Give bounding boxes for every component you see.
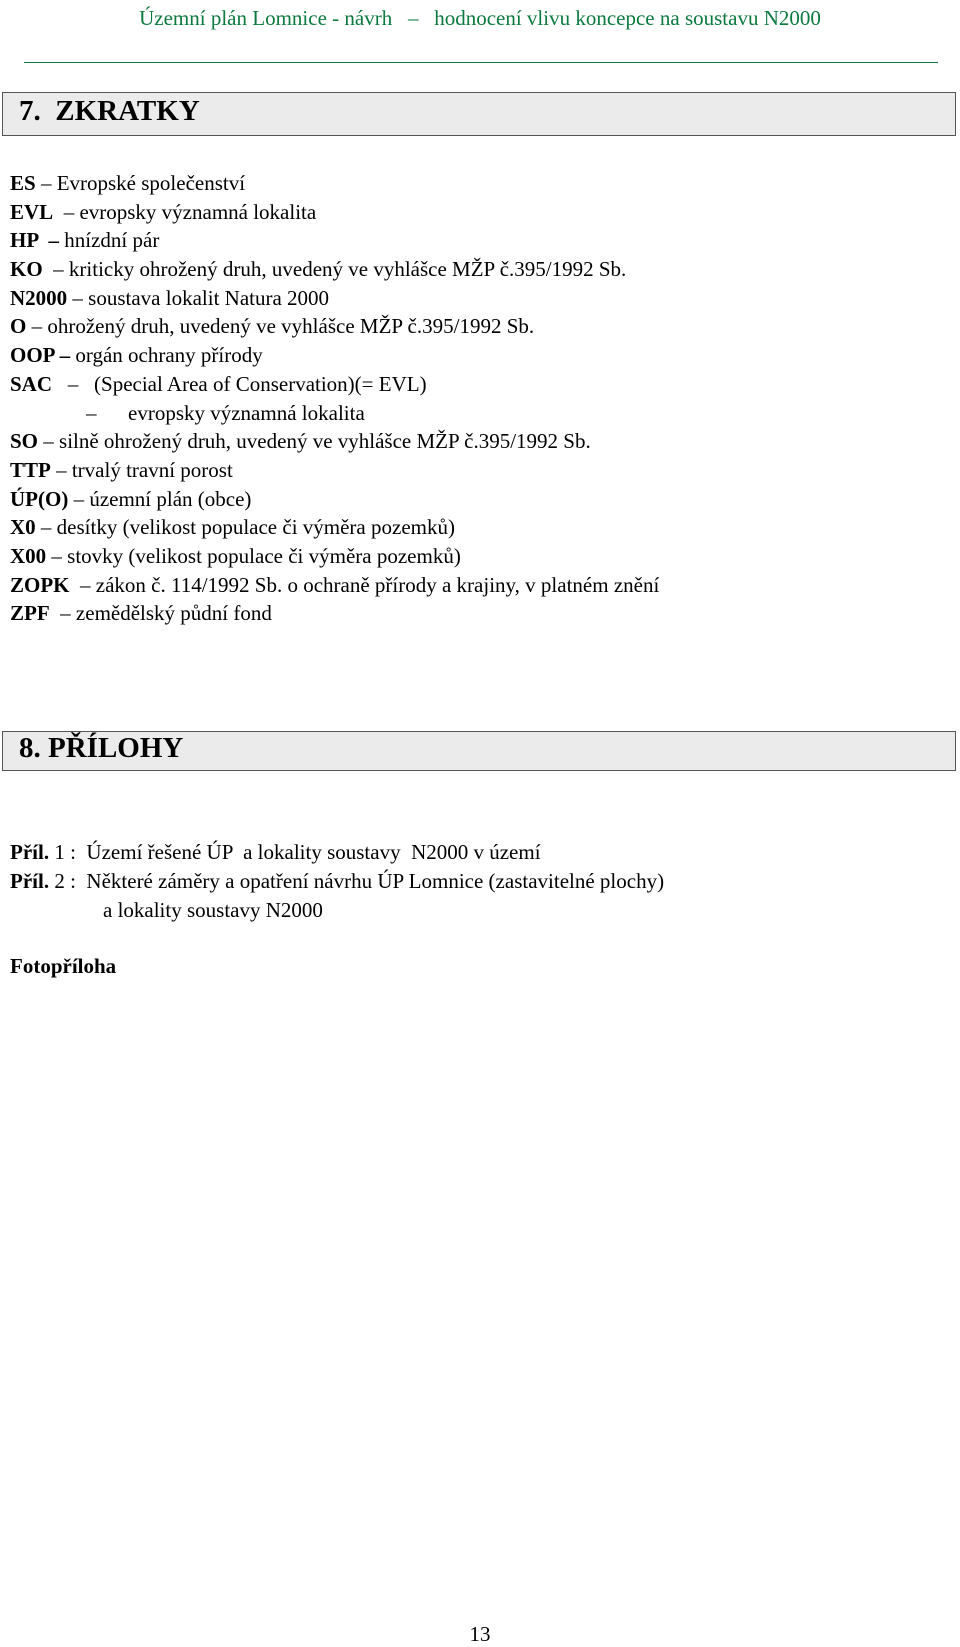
abbreviation-list bbox=[10, 169, 659, 628]
abbreviation-row bbox=[10, 284, 659, 313]
abbreviation-row bbox=[10, 571, 659, 600]
abbreviation-definition: – ohrožený druh, uvedený ve vyhlášce MŽP č.395/1992 Sb. bbox=[26, 314, 535, 339]
abbreviation-definition: – desítky (velikost populace či výměra pozemků) bbox=[35, 515, 455, 540]
abbreviation-code: SO bbox=[10, 429, 39, 454]
abbreviation-row bbox=[10, 226, 659, 255]
abbreviation-code: OOP bbox=[10, 343, 55, 368]
attachment-row bbox=[10, 867, 664, 896]
abbreviation-row bbox=[10, 370, 659, 399]
attachment-list bbox=[10, 838, 664, 925]
header-dash: – bbox=[407, 6, 419, 30]
attachment-number: 2 : bbox=[49, 869, 76, 893]
abbreviation-row bbox=[10, 513, 659, 542]
abbreviation-code: ES bbox=[10, 171, 36, 195]
abbreviation-definition: – soustava lokalit Natura 2000 bbox=[67, 285, 330, 310]
attachment-code: Příl. bbox=[10, 869, 50, 893]
abbreviation-code: X0 bbox=[10, 515, 36, 540]
running-header bbox=[0, 6, 960, 31]
section-heading-box-prilohy bbox=[2, 731, 956, 771]
section-title-zkratky: 7. ZKRATKY bbox=[19, 95, 200, 127]
abbreviation-code: SAC bbox=[10, 371, 53, 396]
abbreviation-definition: – silně ohrožený druh, uvedený ve vyhlášce MŽP č.395/1992 Sb. bbox=[38, 429, 591, 454]
attachment-number: 1 : bbox=[49, 840, 76, 864]
abbreviation-code: TTP bbox=[10, 457, 51, 482]
abbreviation-code: EVL bbox=[10, 199, 54, 224]
abbreviation-code: O bbox=[10, 314, 27, 339]
abbreviation-code: HP bbox=[10, 228, 39, 253]
fotopriloha-label: Fotopříloha bbox=[10, 954, 117, 978]
abbreviation-definition: – (Special Area of Conservation)(= EVL) bbox=[52, 371, 427, 396]
section-title-prilohy: 8. PŘÍLOHY bbox=[19, 732, 184, 764]
abbreviation-row bbox=[10, 169, 659, 198]
abbreviation-row bbox=[10, 341, 659, 370]
abbreviation-row bbox=[10, 456, 659, 485]
abbreviation-row bbox=[10, 255, 659, 284]
abbreviation-definition: – zemědělský půdní fond bbox=[49, 601, 272, 626]
abbreviation-definition: – Evropské společenství bbox=[35, 171, 246, 195]
abbreviation-definition-rest: hnízdní pár bbox=[59, 228, 160, 253]
attachment-row bbox=[10, 838, 664, 867]
attachment-title: Některé záměry a opatření návrhu ÚP Lomnice (zastavitelné plochy) bbox=[75, 869, 665, 893]
abbreviation-code: ZOPK bbox=[10, 572, 70, 597]
abbreviation-row bbox=[10, 198, 659, 227]
section-heading-box-zkratky bbox=[2, 92, 956, 136]
header-subtitle: hodnocení vlivu koncepce na soustavu N2000 bbox=[434, 6, 821, 30]
abbreviation-row bbox=[10, 427, 659, 456]
abbreviation-code: X00 bbox=[10, 543, 47, 568]
abbreviation-definition-rest: orgán ochrany přírody bbox=[70, 343, 263, 368]
abbreviation-code: KO bbox=[10, 257, 43, 282]
abbreviation-code: ZPF bbox=[10, 601, 50, 626]
abbreviation-row bbox=[10, 542, 659, 571]
abbreviation-row bbox=[10, 485, 659, 514]
abbreviation-definition: – kriticky ohrožený druh, uvedený ve vyhlášce MŽP č.395/1992 Sb. bbox=[42, 257, 627, 282]
abbreviation-definition: – evropsky významná lokalita bbox=[53, 199, 317, 224]
abbreviation-definition: – bbox=[38, 228, 60, 253]
abbreviation-definition: – zákon č. 114/1992 Sb. o ochraně přírody a krajiny, v platném znění bbox=[69, 572, 660, 597]
header-document-title: Územní plán Lomnice - návrh bbox=[139, 6, 393, 30]
abbreviation-definition: – stovky (velikost populace či výměra pozemků) bbox=[46, 543, 461, 568]
attachment-title: Území řešené ÚP a lokality soustavy N2000 v území bbox=[75, 840, 541, 864]
abbreviation-row bbox=[10, 399, 659, 428]
attachment-title: a lokality soustavy N2000 bbox=[103, 898, 323, 922]
abbreviation-row bbox=[10, 312, 659, 341]
header-rule bbox=[24, 62, 938, 63]
abbreviation-definition: – evropsky významná lokalita bbox=[86, 400, 365, 425]
abbreviation-code: ÚP(O) bbox=[10, 486, 69, 511]
page-number: 13 bbox=[469, 1622, 491, 1646]
abbreviation-definition: – trvalý travní porost bbox=[50, 457, 233, 482]
abbreviation-row bbox=[10, 599, 659, 628]
attachment-row bbox=[10, 896, 664, 925]
abbreviation-definition: – bbox=[54, 343, 71, 368]
abbreviation-definition: – územní plán (obce) bbox=[68, 486, 252, 511]
abbreviation-code: N2000 bbox=[10, 285, 68, 310]
attachment-code: Příl. bbox=[10, 840, 50, 864]
